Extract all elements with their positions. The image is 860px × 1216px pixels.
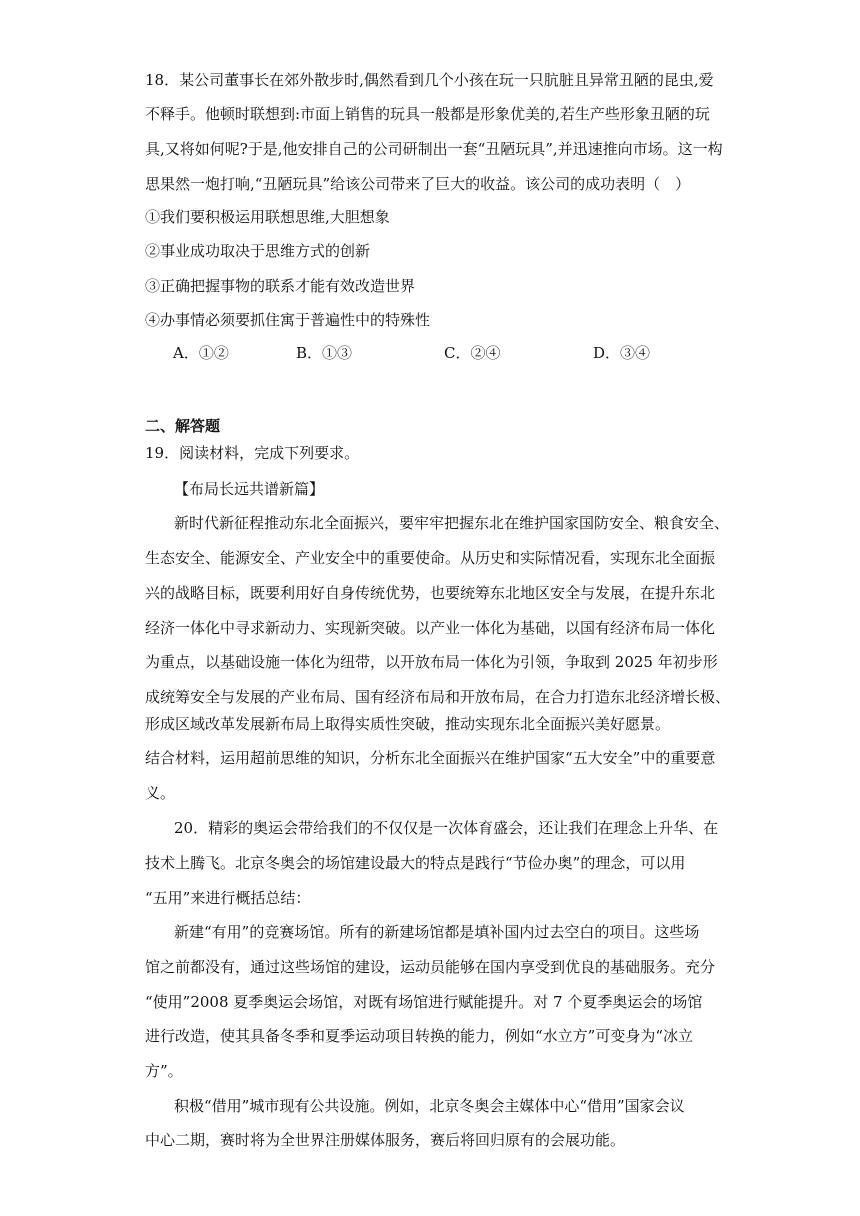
- q20-line-6: “使用”2008 夏季奥运会场馆，对既有场馆进行赋能提升。对 7 个夏季奥运会的场馆: [145, 993, 703, 1011]
- q19-intro: 19．阅读材料，完成下列要求。: [145, 444, 360, 462]
- q18-line-3: 具,又将如何呢?于是,他安排自己的公司研制出一套“丑陋玩具”,并迅速推向市场。这一构: [145, 140, 723, 158]
- q19-material-line-5: 为重点，以基础设施一体化为纽带，以开放布局一体化为引领，争取到 2025 年初步形: [145, 653, 718, 671]
- q18-line-1: 18．某公司董事长在郊外散步时,偶然看到几个小孩在玩一只肮脏且异常丑陋的昆虫,爱: [145, 71, 714, 89]
- q19-material-line-3: 兴的战略目标，既要利用好自身传统优势，也要统筹东北地区安全与发展，在提升东北: [145, 584, 716, 602]
- q18-statement-4: ④办事情必须要抓住寓于普遍性中的特殊性: [145, 311, 431, 329]
- q19-material-line-2: 生态安全、能源安全、产业安全中的重要使命。从历史和实际情况看，实现东北全面振: [145, 549, 716, 567]
- q19-material-line-6: 成统筹安全与发展的产业布局、国有经济布局和开放布局，在合力打造东北经济增长极、: [145, 688, 731, 706]
- q19-material-line-1: 新时代新征程推动东北全面振兴，要牢牢把握东北在维护国家国防安全、粮食安全、: [174, 514, 730, 532]
- q18-statement-1: ①我们要积极运用联想思维,大胆想象: [145, 208, 390, 226]
- q18-option-c: C．②④: [444, 344, 501, 362]
- q20-line-10: 中心二期，赛时将为全世界注册媒体服务，赛后将回归原有的会展功能。: [145, 1131, 626, 1149]
- section-heading: 二、解答题: [145, 417, 221, 435]
- q18-option-d: D．③④: [593, 344, 651, 362]
- q20-line-4: 新建“有用”的竞赛场馆。所有的新建场馆都是填补国内过去空白的项目。这些场: [174, 923, 700, 941]
- q20-line-1: 20．精彩的奥运会带给我们的不仅仅是一次体育盛会，还让我们在理念上升华、在: [174, 819, 719, 837]
- q20-line-7: 进行改造，使其具备冬季和夏季运动项目转换的能力，例如“水立方”可变身为“冰立: [145, 1027, 694, 1045]
- q18-statement-3: ③正确把握事物的联系才能有效改造世界: [145, 277, 416, 295]
- q19-question-line-1: 结合材料，运用超前思维的知识，分析东北全面振兴在维护国家“五大安全”中的重要意: [145, 749, 716, 767]
- q18-option-b: B．①③: [296, 344, 353, 362]
- q18-option-a: A．①②: [173, 344, 229, 362]
- q19-material-line-4: 经济一体化中寻求新动力、实现新突破。以产业一体化为基础，以国有经济布局一体化: [145, 619, 716, 637]
- q20-line-9: 积极“借用”城市现有公共设施。例如，北京冬奥会主媒体中心“借用”国家会议: [174, 1097, 685, 1115]
- q20-line-8: 方”。: [145, 1062, 183, 1080]
- q19-subtitle: 【布局长远共谱新篇】: [174, 480, 325, 498]
- q20-line-5: 馆之前都没有，通过这些场馆的建设，运动员能够在国内享受到优良的基础服务。充分: [145, 958, 716, 976]
- q19-material-line-7: 形成区域改革发展新布局上取得实质性突破，推动实现东北全面振兴美好愿景。: [145, 715, 671, 733]
- q18-statement-2: ②事业成功取决于思维方式的创新: [145, 242, 371, 260]
- q18-line-2: 不释手。他顿时联想到:市面上销售的玩具一般都是形象优美的,若生产些形象丑陋的玩: [145, 105, 710, 123]
- q20-line-2: 技术上腾飞。北京冬奥会的场馆建设最大的特点是践行“节俭办奥”的理念，可以用: [145, 854, 686, 872]
- q18-line-4: 思果然一炮打响,“丑陋玩具”给该公司带来了巨大的收益。该公司的成功表明（ ）: [145, 175, 691, 193]
- q19-question-line-2: 义。: [145, 784, 176, 802]
- q20-line-3: “五用”来进行概括总结：: [145, 889, 311, 907]
